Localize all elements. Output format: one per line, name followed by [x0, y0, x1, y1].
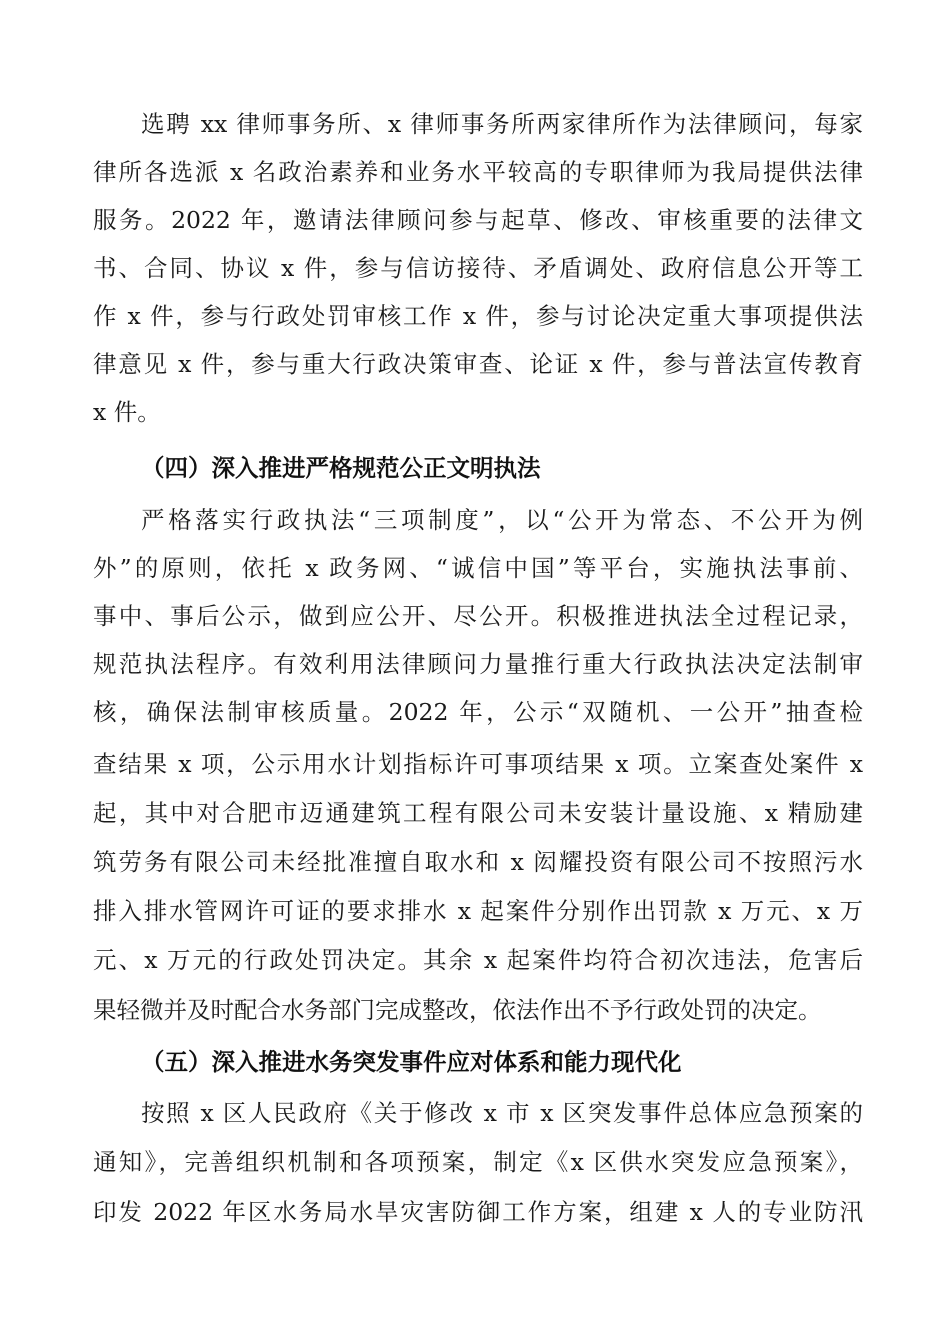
paragraph-1-line-5: 作 x 件，参与行政处罚审核工作 x 件，参与讨论决定重大事项提供法 [93, 302, 863, 330]
section-4-line-8: 筑劳务有限公司未经批准擅自取水和 x 闳耀投资有限公司不按照污水 [93, 848, 863, 876]
section-4-line-9: 排入排水管网许可证的要求排水 x 起案件分别作出罚款 x 万元、x 万 [93, 897, 863, 925]
section-4-line-11: 果轻微并及时配合水务部门完成整改，依法作出不予行政处罚的决定。 [93, 996, 822, 1024]
section-5-line-3: 印发 2022 年区水务局水旱灾害防御工作方案，组建 x 人的专业防汛 [93, 1198, 863, 1226]
section-4-line-3: 事中、事后公示，做到应公开、尽公开。积极推进执法全过程记录， [93, 602, 863, 630]
section-5-heading: （五）深入推进水务突发事件应对体系和能力现代化 [141, 1048, 682, 1076]
section-5-line-1: 按照 x 区人民政府《关于修改 x 市 x 区突发事件总体应急预案的 [141, 1099, 863, 1127]
section-4-heading: （四）深入推进严格规范公正文明执法 [141, 454, 541, 482]
section-4-line-7: 起，其中对合肥市迈通建筑工程有限公司未安装计量设施、x 精励建 [93, 799, 863, 827]
paragraph-1-line-1: 选聘 xx 律师事务所、x 律师事务所两家律所作为法律顾问，每家 [141, 110, 863, 138]
section-4-line-4: 规范执法程序。有效利用法律顾问力量推行重大行政执法决定法制审 [93, 650, 863, 678]
section-4-line-6: 查结果 x 项，公示用水计划指标许可事项结果 x 项。立案查处案件 x [93, 750, 863, 778]
paragraph-1-line-7: x 件。 [93, 398, 161, 426]
paragraph-1-line-3: 服务。2022 年，邀请法律顾问参与起草、修改、审核重要的法律文 [93, 206, 863, 234]
section-5-line-2: 通知》，完善组织机制和各项预案，制定《x 区供水突发应急预案》， [93, 1148, 863, 1176]
section-4-line-1: 严格落实行政执法“三项制度”，以“公开为常态、不公开为例 [141, 506, 863, 534]
section-4-line-2: 外”的原则，依托 x 政务网、“诚信中国”等平台，实施执法事前、 [93, 554, 863, 582]
paragraph-1-line-6: 律意见 x 件，参与重大行政决策审查、论证 x 件，参与普法宣传教育 [93, 350, 863, 378]
section-4-line-10: 元、x 万元的行政处罚决定。其余 x 起案件均符合初次违法，危害后 [93, 946, 863, 974]
paragraph-1-line-4: 书、合同、协议 x 件，参与信访接待、矛盾调处、政府信息公开等工 [93, 254, 863, 282]
paragraph-1-line-2: 律所各选派 x 名政治素养和业务水平较高的专职律师为我局提供法律 [93, 158, 863, 186]
section-4-line-5: 核，确保法制审核质量。2022 年，公示“双随机、一公开”抽查检 [93, 698, 863, 726]
